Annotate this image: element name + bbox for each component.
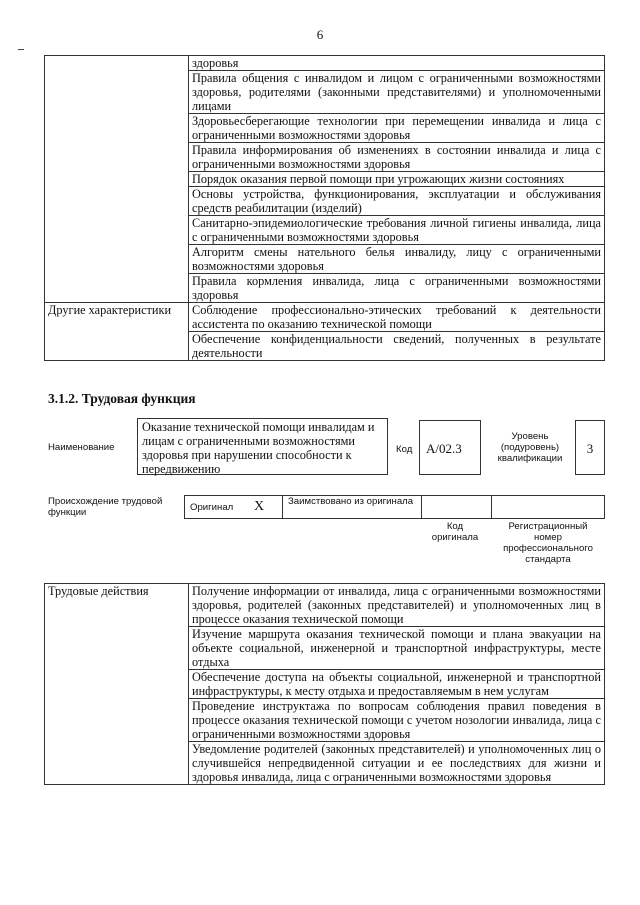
level-value: 3 bbox=[586, 441, 594, 456]
table-cell: Санитарно-эпидемиологические требования личной гигиены инвалида, лица с ограниченными возможностями здоровья bbox=[189, 216, 605, 245]
table-cell: Правила общения с инвалидом и лицом с ограниченными возможностями здоровья, родителями (законными представителями) и уполномоченными лицами bbox=[189, 71, 605, 114]
table-cell: Здоровьесберегающие технологии при перемещении инвалида и лица с ограниченными возможностями здоровья bbox=[189, 114, 605, 143]
table-cell: Уведомление родителей (законных представителей) и уполномоченных лиц о случившейся непредвиденной ситуации и ее последствиях для жизни и здоровья инвалида, лица с ограниченными возможностями здоровья bbox=[189, 742, 605, 785]
margin-mark bbox=[18, 49, 24, 50]
borrowed-label: Заимствовано из оригинала bbox=[288, 496, 414, 507]
table-cell: Обеспечение конфиденциальности сведений, полученных в результате деятельности bbox=[189, 332, 605, 361]
table-cell: здоровья bbox=[189, 56, 605, 71]
table-cell: Основы устройства, функционирования, эксплуатации и обслуживания средств реабилитации (изделий) bbox=[189, 187, 605, 216]
table-cell: Порядок оказания первой помощи при угрожающих жизни состояниях bbox=[189, 172, 605, 187]
name-label: Наименование bbox=[48, 442, 115, 453]
code-original-caption: Код оригинала bbox=[431, 521, 479, 543]
table-row bbox=[45, 584, 605, 627]
origin-label: Происхождение трудовой функции bbox=[48, 496, 163, 518]
name-value-box bbox=[137, 418, 388, 475]
table-label-cell bbox=[45, 56, 189, 303]
divider bbox=[491, 496, 492, 518]
table-row bbox=[45, 303, 605, 332]
table-label-cell: Трудовые действия bbox=[45, 584, 189, 785]
labor-actions-table bbox=[44, 583, 605, 785]
divider bbox=[282, 496, 283, 518]
knowledge-table bbox=[44, 55, 605, 361]
reg-number-caption: Регистрационный номер профессионального стандарта bbox=[503, 521, 593, 565]
table-cell: Правила информирования об изменениях в состоянии инвалида и лица с ограниченными возможностями здоровья bbox=[189, 143, 605, 172]
original-checkmark: X bbox=[254, 499, 265, 514]
code-value: A/02.3 bbox=[426, 441, 462, 456]
table-cell: Изучение маршрута оказания технической помощи и плана эвакуации на объекте социальной, инженерной и транспортной инфраструктуры, месте отдыха bbox=[189, 627, 605, 670]
level-label: Уровень (подуровень) квалификации bbox=[497, 431, 563, 464]
table-label-cell: Другие характеристики bbox=[45, 303, 189, 361]
table-cell: Правила кормления инвалида, лица с ограниченными возможностями здоровья bbox=[189, 274, 605, 303]
table-cell: Обеспечение доступа на объекты социальной, инженерной и транспортной инфраструктуры, к месту отдыха и предоставляемым в нем услугам bbox=[189, 670, 605, 699]
table-cell: Получение информации от инвалида, лица с ограниченными возможностями здоровья, родителей (законных представителей) и уполномоченных лиц в процессе оказания технической помощи bbox=[189, 584, 605, 627]
table-cell: Алгоритм смены нательного белья инвалиду, лицу с ограниченными возможностями здоровья bbox=[189, 245, 605, 274]
code-label: Код bbox=[396, 444, 413, 455]
level-value-box bbox=[575, 420, 605, 475]
name-value: Оказание технической помощи инвалидам и лицам с ограниченными возможностями здоровья при нарушении способности к передвижению bbox=[142, 420, 375, 476]
divider bbox=[421, 496, 422, 518]
table-cell: Проведение инструктажа по вопросам соблюдения правил поведения в процессе оказания технической помощи с учетом нозологии инвалида, лица с ограниченными возможностями здоровья bbox=[189, 699, 605, 742]
original-label: Оригинал bbox=[190, 502, 234, 513]
table-row bbox=[45, 56, 605, 71]
section-heading: 3.1.2. Трудовая функция bbox=[48, 391, 196, 406]
page-number: 6 bbox=[316, 27, 324, 42]
code-value-box bbox=[419, 420, 481, 475]
table-cell: Соблюдение профессионально-этических требований к деятельности ассистента по оказанию технической помощи bbox=[189, 303, 605, 332]
